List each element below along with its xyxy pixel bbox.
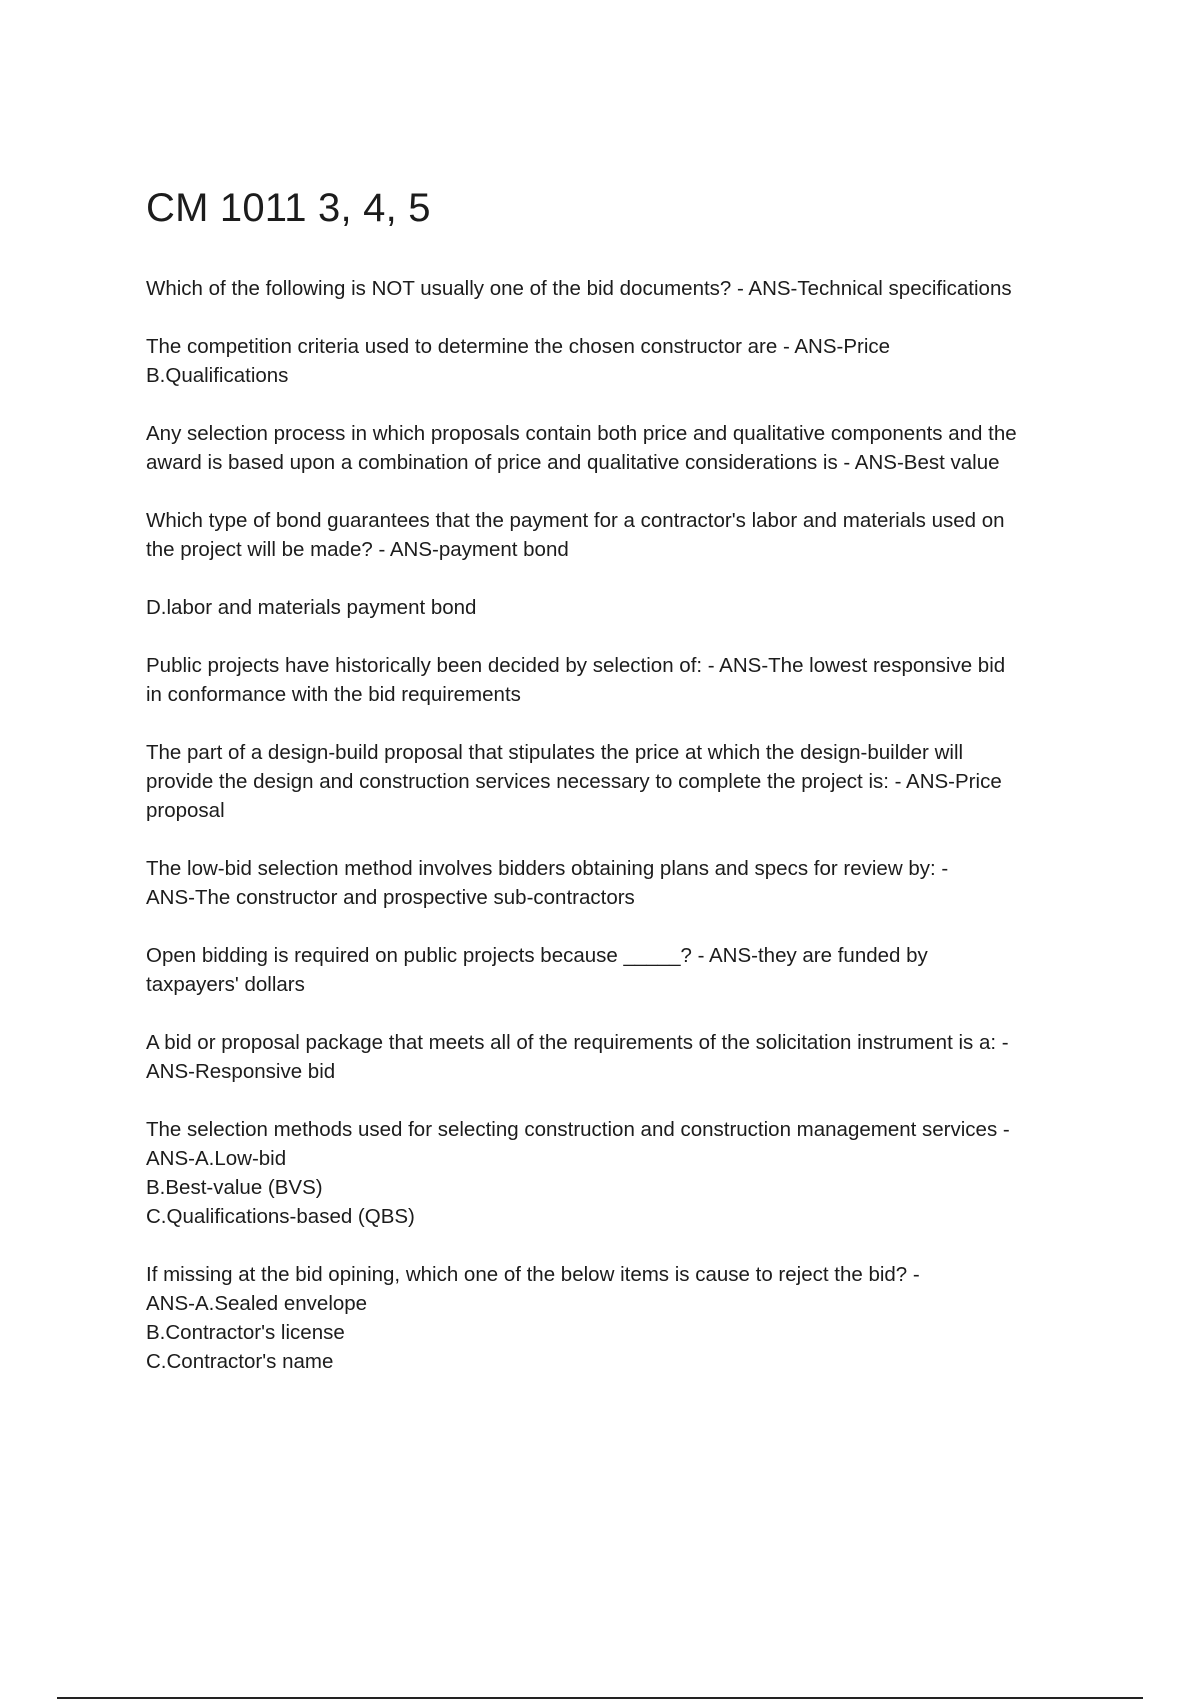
document-content xyxy=(146,182,1096,1405)
qa-line: The low-bid selection method involves bidders obtaining plans and specs for review by: - xyxy=(146,857,949,880)
qa-line: taxpayers' dollars xyxy=(146,973,305,996)
footer-divider xyxy=(57,1697,1143,1699)
qa-line: ANS-A.Low-bid xyxy=(146,1147,287,1170)
qa-item-12 xyxy=(146,1260,1096,1376)
qa-line: Open bidding is required on public projects because _____? - ANS-they are funded by xyxy=(146,944,928,967)
qa-line: B.Contractor's license xyxy=(146,1321,345,1344)
qa-line: ANS-Responsive bid xyxy=(146,1060,336,1083)
qa-line: Any selection process in which proposals contain both price and qualitative components and the xyxy=(146,422,1017,445)
qa-line: ANS-A.Sealed envelope xyxy=(146,1292,368,1315)
qa-line: A bid or proposal package that meets all of the requirements of the solicitation instrument is a: - xyxy=(146,1031,1009,1054)
qa-item-7 xyxy=(146,738,1096,825)
qa-line: award is based upon a combination of price and qualitative considerations is - ANS-Best value xyxy=(146,451,1000,474)
qa-line: Public projects have historically been decided by selection of: - ANS-The lowest responsive bid xyxy=(146,654,1006,677)
qa-item-8 xyxy=(146,854,1096,912)
qa-item-1 xyxy=(146,274,1096,303)
qa-item-3 xyxy=(146,419,1096,477)
qa-line: proposal xyxy=(146,799,225,822)
qa-line: Which of the following is NOT usually one of the bid documents? - ANS-Technical specifications xyxy=(146,277,1012,300)
qa-line: Which type of bond guarantees that the payment for a contractor's labor and materials used on xyxy=(146,509,1005,532)
qa-item-2 xyxy=(146,332,1096,390)
qa-item-5 xyxy=(146,593,1096,622)
qa-line: the project will be made? - ANS-payment bond xyxy=(146,538,569,561)
qa-line: ANS-The constructor and prospective sub-contractors xyxy=(146,886,635,909)
qa-line: The competition criteria used to determine the chosen constructor are - ANS-Price xyxy=(146,335,891,358)
qa-item-11 xyxy=(146,1115,1096,1231)
qa-line: in conformance with the bid requirements xyxy=(146,683,521,706)
qa-item-9 xyxy=(146,941,1096,999)
qa-item-6 xyxy=(146,651,1096,709)
qa-item-4 xyxy=(146,506,1096,564)
qa-line: B.Best-value (BVS) xyxy=(146,1176,323,1199)
qa-line: D.labor and materials payment bond xyxy=(146,596,477,619)
qa-line: B.Qualifications xyxy=(146,364,289,387)
qa-line: provide the design and construction services necessary to complete the project is: - ANS-Price xyxy=(146,770,1002,793)
qa-line: The part of a design-build proposal that stipulates the price at which the design-builder will xyxy=(146,741,964,764)
qa-line: The selection methods used for selecting construction and construction management services - xyxy=(146,1118,1010,1141)
qa-line: C.Qualifications-based (QBS) xyxy=(146,1205,415,1228)
qa-item-10 xyxy=(146,1028,1096,1086)
qa-line: If missing at the bid opining, which one of the below items is cause to reject the bid? - xyxy=(146,1263,920,1286)
document-title: CM 1011 3, 4, 5 xyxy=(146,186,431,230)
qa-line: C.Contractor's name xyxy=(146,1350,334,1373)
